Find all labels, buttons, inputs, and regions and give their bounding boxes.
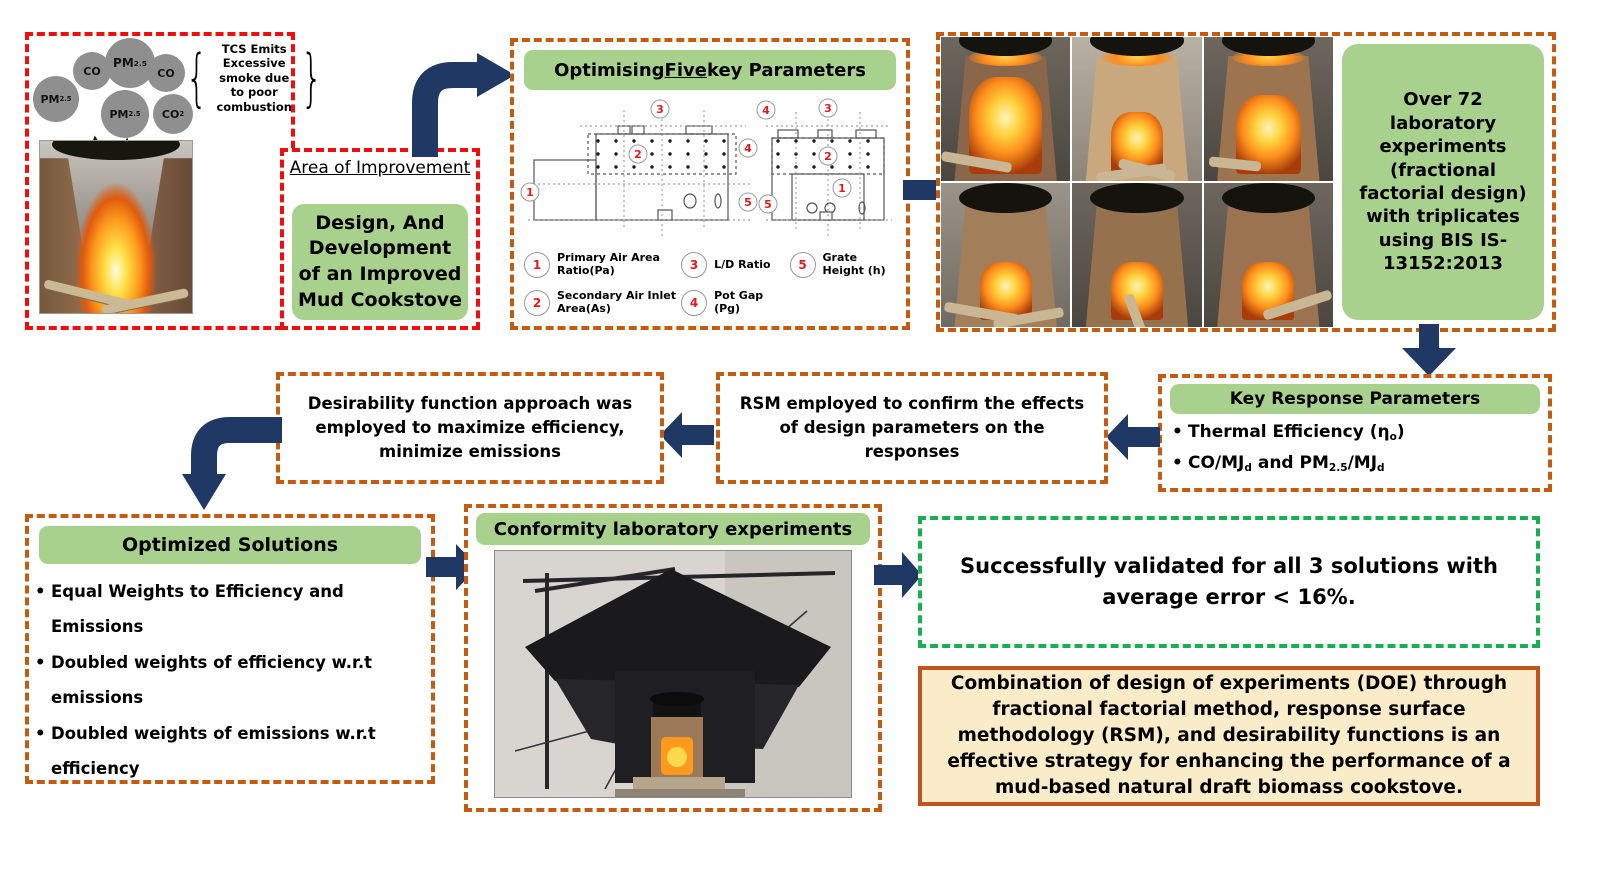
schematic-num-3 (651, 100, 669, 118)
bullet-sub: 2.5 (1328, 461, 1348, 474)
emission-bubble (33, 76, 79, 122)
stove-schematic (520, 96, 896, 248)
svg-text:2: 2 (824, 150, 832, 163)
key-response-bullet (1172, 422, 1548, 443)
stove-photo (941, 183, 1070, 327)
emission-label: CO (83, 64, 101, 78)
validated-box (918, 516, 1540, 648)
flow-arrow-left-1 (1106, 414, 1160, 460)
elbow-arrow-1 (355, 45, 520, 160)
svg-text:1: 1 (838, 182, 846, 195)
conformity-box (464, 504, 882, 812)
cooking-pan (1222, 183, 1315, 213)
stove-photo (1204, 37, 1333, 181)
legend-label: Grate Height (h) (822, 251, 886, 277)
legend-num: 5 (790, 252, 816, 278)
bullet-text: Thermal Efficiency (η (1188, 422, 1390, 442)
elbow-arrow-2 (168, 404, 286, 518)
svg-text:4: 4 (744, 142, 752, 155)
schematic-num-1 (521, 183, 539, 201)
summary-box (918, 666, 1540, 806)
optimising-header-post: key Parameters (706, 59, 866, 81)
emission-bubble (105, 38, 155, 88)
legend-num: 2 (524, 290, 550, 316)
legend-label: Pot Gap (Pg) (714, 289, 764, 315)
optimising-header-five: Five (664, 59, 707, 81)
optimising-header (524, 50, 896, 90)
legend-item (524, 290, 681, 316)
emission-bubble (101, 90, 149, 138)
flow-arrow-left-2 (660, 412, 714, 458)
optimized-header: Optimized Solutions (39, 526, 421, 564)
flow-arrow-right-3 (874, 552, 922, 598)
experiments-box (936, 32, 1556, 332)
bullet-sub: o (1389, 430, 1397, 443)
svg-text:2: 2 (634, 148, 642, 161)
optimized-box (25, 514, 435, 784)
key-response-box (1158, 374, 1552, 492)
legend-item (524, 252, 681, 278)
validated-text: Successfully validated for all 3 solutions with average error < 16%. (960, 553, 1498, 609)
schematic-num-2 (629, 145, 647, 163)
emission-label: CO (157, 66, 175, 80)
bullet-text: and PM (1251, 452, 1329, 473)
emission-label: PM (40, 92, 60, 106)
emission-sub: 2 (179, 110, 185, 118)
schematic-num-5b (759, 195, 777, 213)
rsm-text: RSM employed to confirm the effects of design parameters on the responses (739, 394, 1085, 461)
brace-left-glyph: { (185, 40, 208, 114)
key-response-bullet (1172, 453, 1548, 474)
key-response-header: Key Response Parameters (1170, 384, 1540, 414)
stove-photo (1072, 183, 1201, 327)
schematic-num-4 (739, 139, 757, 157)
svg-text:3: 3 (824, 102, 832, 115)
summary-text: Combination of design of experiments (DOE) through fractional factorial method, response surface methodology (RSM), and desirability functions is an effective strategy for enhancing the performance of a mud-based natural draft biomass cookstove. (947, 673, 1511, 798)
legend-item (681, 290, 789, 316)
bullet-sub: d (1377, 461, 1385, 474)
improvement-box (280, 148, 480, 330)
desirability-box (276, 372, 664, 484)
optimized-bullet: • Equal Weights to Efficiency and Emissions (35, 574, 425, 645)
bullet-text: /MJ (1347, 452, 1378, 473)
stove-photo (941, 37, 1070, 181)
schematic-num-4b (757, 101, 775, 119)
bullet-sub: d (1244, 461, 1252, 474)
legend-label: Primary Air Area Ratio(Pa) (557, 251, 660, 277)
emission-label: PM (109, 107, 129, 121)
legend-item (790, 252, 898, 278)
emission-sub: 2.5 (133, 58, 147, 68)
cooking-pan (52, 140, 180, 160)
emission-label: CO (161, 107, 180, 121)
bullet-text: ) (1396, 422, 1405, 442)
legend-num: 1 (524, 252, 550, 278)
experiments-note: Over 72 laboratory experiments (fractional factorial design) with triplicates using BIS IS-13152:2013 (1342, 44, 1544, 320)
parameter-legend (524, 252, 898, 316)
emission-sub: 2.5 (128, 110, 141, 118)
tcs-note: TCS Emits Excessive smoke due to poor combustion (216, 42, 292, 114)
conformity-header: Conformity laboratory experiments (476, 513, 870, 545)
improvement-body: Design, And Development of an Improved Mud Cookstove (292, 204, 468, 320)
optimized-bullet: • Doubled weights of emissions w.r.t efficiency (35, 716, 425, 787)
brace-right-glyph: } (300, 40, 323, 114)
legend-num: 3 (681, 252, 707, 278)
schematic-num-3b (819, 99, 837, 117)
emission-sub: 2.5 (59, 95, 72, 103)
conformity-photo (494, 550, 852, 798)
legend-label: L/D Ratio (714, 257, 771, 271)
optimising-box (510, 38, 910, 330)
problem-box (25, 32, 323, 330)
stove-photo-grid (941, 37, 1333, 327)
svg-text:1: 1 (526, 186, 534, 199)
stove-photo (1072, 37, 1201, 181)
stove-photo (1204, 183, 1333, 327)
traditional-stove-photo (39, 140, 193, 314)
svg-text:3: 3 (656, 103, 664, 116)
optimized-bullet: • Doubled weights of efficiency w.r.t emissions (35, 645, 425, 716)
schematic-num-2b (819, 147, 837, 165)
svg-text:4: 4 (762, 104, 770, 117)
schematic-num-1b (833, 179, 851, 197)
schematic-num-5 (739, 193, 757, 211)
optimising-header-pre: Optimising (554, 59, 665, 81)
bullet-text: CO/MJ (1188, 452, 1245, 473)
tcs-note-group (177, 40, 323, 114)
improvement-title: Area of Improvement (289, 158, 471, 178)
cooking-pan (1090, 183, 1183, 213)
flow-arrow-down (1402, 324, 1456, 376)
desirability-text: Desirability function approach was employed to maximize efficiency, minimize emissions (307, 394, 633, 461)
legend-label: Secondary Air Inlet Area(As) (557, 289, 676, 315)
svg-text:5: 5 (744, 196, 752, 209)
emission-label: PM (113, 56, 134, 70)
rsm-box (716, 372, 1108, 484)
svg-text:5: 5 (764, 198, 772, 211)
legend-item (681, 252, 789, 278)
legend-num: 4 (681, 290, 707, 316)
